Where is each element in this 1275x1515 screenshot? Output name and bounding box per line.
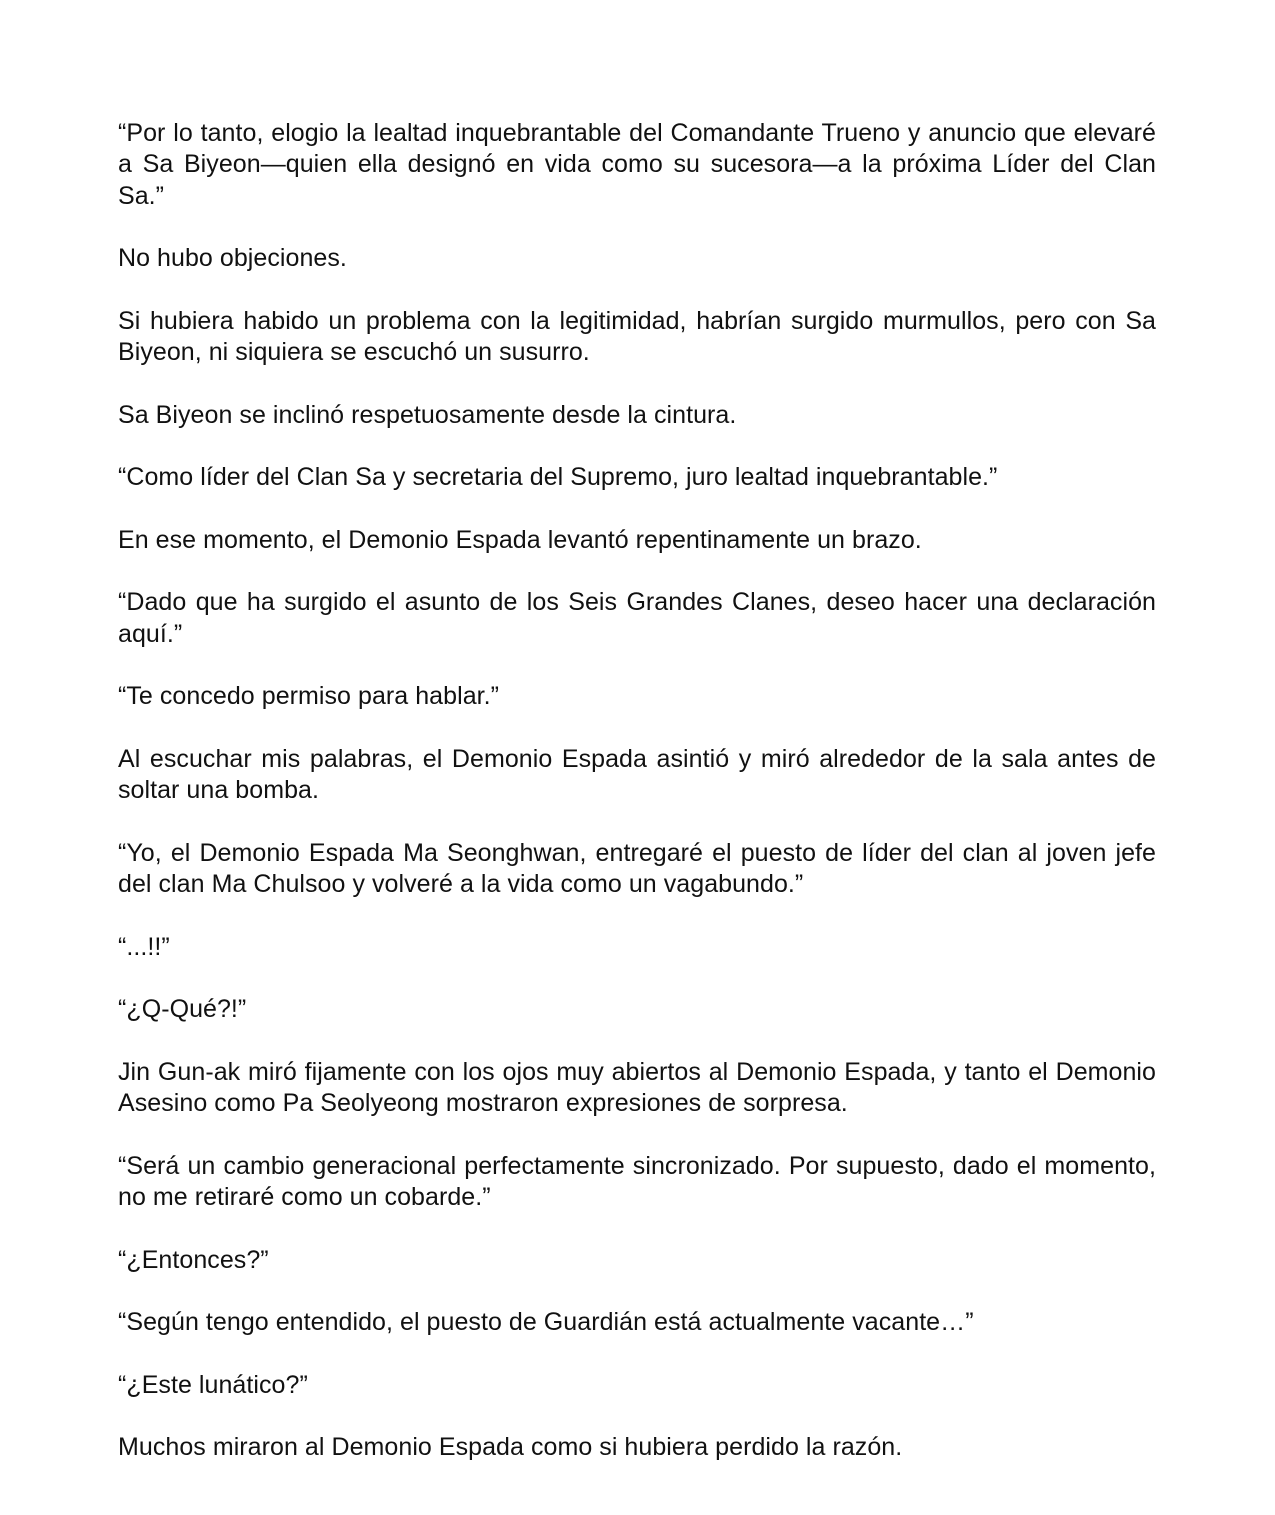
paragraph: Jin Gun-ak miró fijamente con los ojos muy abiertos al Demonio Espada, y tanto el Demonio Asesino como Pa Seolyeong mostraron expresiones de sorpresa. bbox=[118, 1057, 1156, 1118]
paragraph: Al escuchar mis palabras, el Demonio Espada asintió y miró alrededor de la sala antes de soltar una bomba. bbox=[118, 744, 1156, 805]
paragraph: Si hubiera habido un problema con la legitimidad, habrían surgido murmullos, pero con Sa Biyeon, ni siquiera se escuchó un susurro. bbox=[118, 306, 1156, 367]
paragraph: “Te concedo permiso para hablar.” bbox=[118, 682, 500, 711]
paragraph: Muchos miraron al Demonio Espada como si hubiera perdido la razón. bbox=[118, 1433, 903, 1462]
paragraph: “Dado que ha surgido el asunto de los Seis Grandes Clanes, deseo hacer una declaración aquí.” bbox=[118, 588, 1156, 648]
paragraph: “Será un cambio generacional perfectamente sincronizado. Por supuesto, dado el momento, no me retiraré como un cobarde.” bbox=[118, 1151, 1156, 1212]
paragraph: “¿Entonces?” bbox=[118, 1245, 269, 1274]
paragraph: “Según tengo entendido, el puesto de Guardián está actualmente vacante…” bbox=[118, 1308, 974, 1337]
paragraph: Sa Biyeon se inclinó respetuosamente desde la cintura. bbox=[118, 400, 737, 429]
paragraph: “Por lo tanto, elogio la lealtad inquebrantable del Comandante Trueno y anuncio que elevaré a Sa Biyeon—quien ella designó en vida como su sucesora—a la próxima Líder del Clan Sa.” bbox=[118, 119, 1156, 210]
paragraph: “Yo, el Demonio Espada Ma Seonghwan, entregaré el puesto de líder del clan al joven jefe del clan Ma Chulsoo y volveré a la vida como un vagabundo.” bbox=[118, 838, 1156, 899]
paragraph: “¿Este lunático?” bbox=[118, 1370, 308, 1399]
paragraph: No hubo objeciones. bbox=[118, 244, 347, 273]
document-page bbox=[118, 118, 1156, 1495]
paragraph: “¿Q-Qué?!” bbox=[118, 995, 247, 1024]
paragraph: En ese momento, el Demonio Espada levantó repentinamente un brazo. bbox=[118, 525, 922, 554]
paragraph: “Como líder del Clan Sa y secretaria del Supremo, juro lealtad inquebrantable.” bbox=[118, 463, 998, 492]
paragraph: “...!!” bbox=[118, 932, 170, 961]
